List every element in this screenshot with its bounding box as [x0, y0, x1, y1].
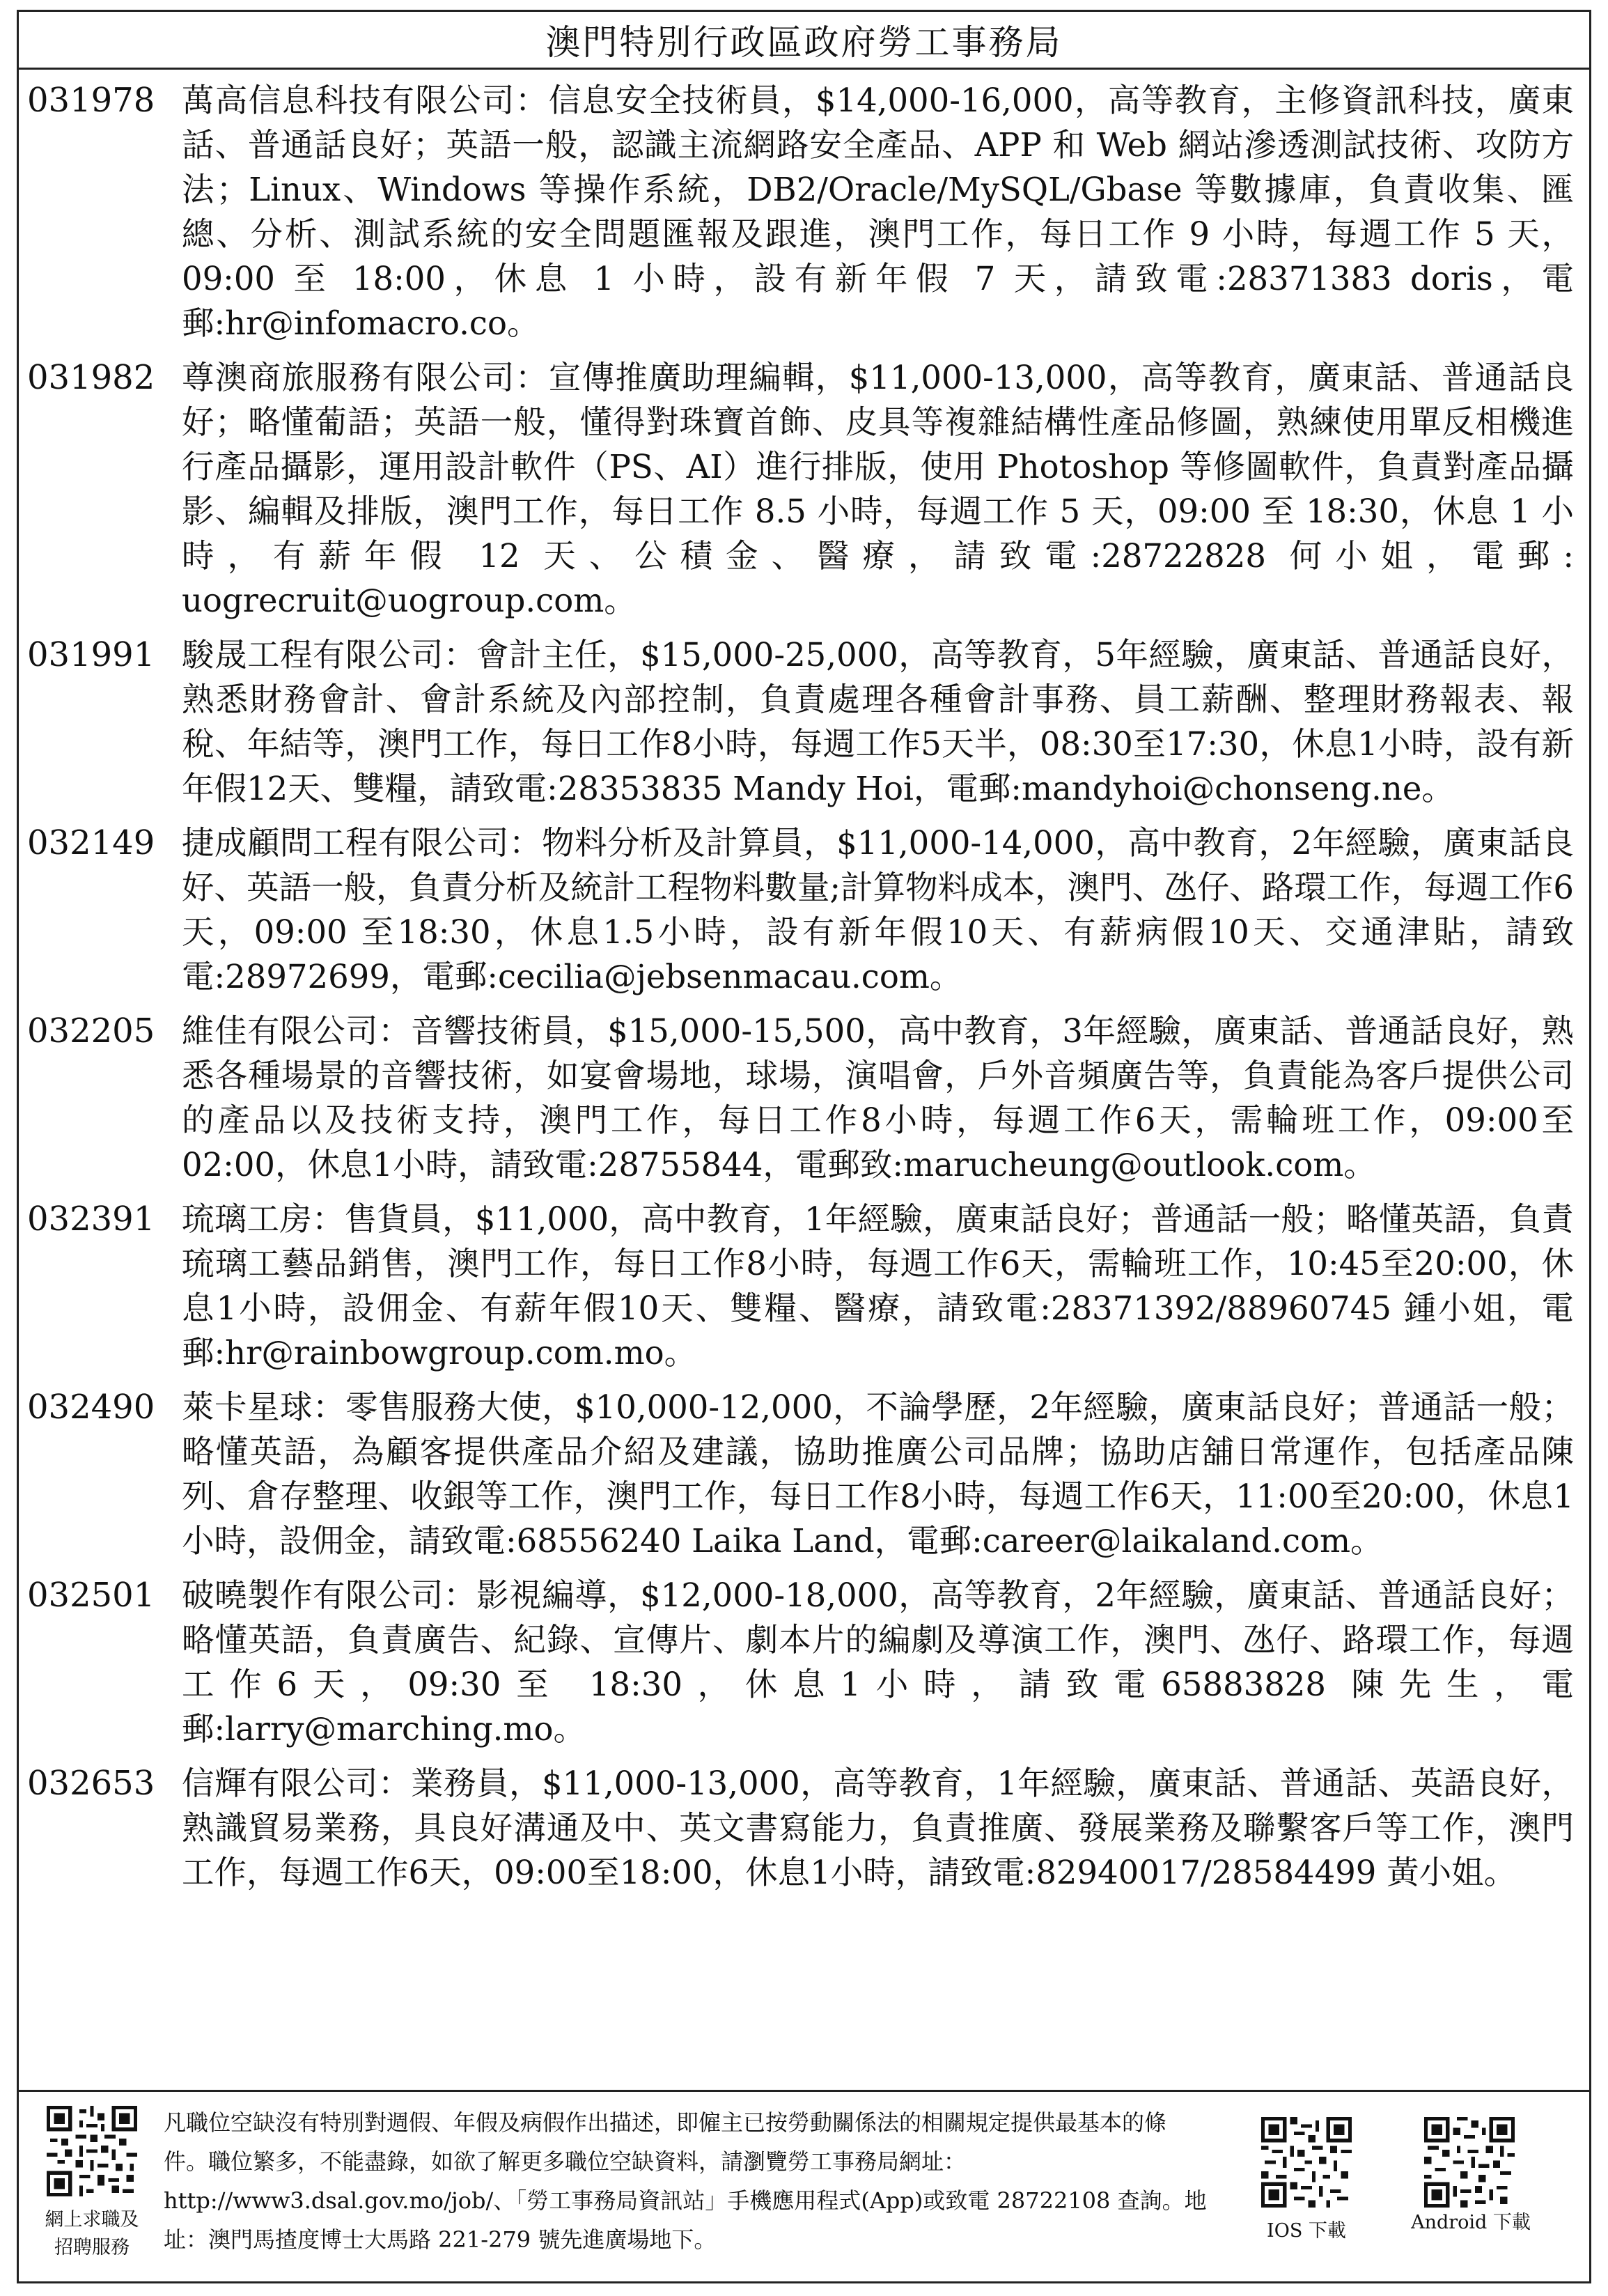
qr-code-icon	[1424, 2117, 1515, 2208]
job-description: 琉璃工房：售貨員，$11,000，高中教育，1年經驗，廣東話良好；普通話一般；略懂英語，負責琉璃工藝品銷售，澳門工作，每日工作8小時，每週工作6天，需輪班工作，10:45至20:00，休息1小時，設佣金、有薪年假10天、雙糧、醫療，請致電:28371392/88960745 鍾小姐，電郵:hr@rainbowgroup.com.mo。	[182, 1200, 1574, 1372]
ios-download-label[interactable]: IOS 下載	[1267, 2220, 1346, 2242]
job-listing	[27, 821, 1574, 999]
job-listing-sheet	[17, 10, 1591, 2283]
job-description: 捷成顧問工程有限公司：物料分析及計算員，$11,000-14,000，高中教育，2年經驗，廣東話良好、英語一般，負責分析及統計工程物料數量;計算物料成本，澳門、氹仔、路環工作，每週工作6天，09:00 至18:30，休息1.5小時，設有新年假10天、有薪病假10天、交通津貼，請致電:28972699，電郵:cecilia@jebsenmacau.com。	[182, 824, 1574, 995]
job-code: 032653	[27, 1764, 155, 1803]
qr-code-ios[interactable]	[1261, 2117, 1352, 2208]
job-listings	[19, 70, 1589, 1895]
job-listing	[27, 1573, 1574, 1751]
qr-code-icon	[1261, 2117, 1352, 2208]
job-description: 駿晟工程有限公司：會計主任，$15,000-25,000，高等教育，5年經驗，廣東話、普通話良好，熟悉財務會計、會計系統及內部控制，負責處理各種會計事務、員工薪酬、整理財務報表、報稅、年結等，澳門工作，每日工作8小時，每週工作5天半，08:30至17:30，休息1小時，設有新年假12天、雙糧，請致電:28353835 Mandy Hoi，電郵:mandyhoi@chonseng.ne。	[182, 636, 1574, 807]
job-code: 032149	[27, 823, 155, 862]
job-service-label	[34, 2206, 150, 2262]
qr-code-job-service[interactable]	[47, 2106, 137, 2196]
job-description: 萊卡星球：零售服務大使，$10,000-12,000，不論學歷，2年經驗，廣東話良好；普通話一般；略懂英語，為顧客提供產品介紹及建議，協助推廣公司品牌；協助店舖日常運作，包括產品陳列、倉存整理、收銀等工作，澳門工作，每日工作8小時，每週工作6天，11:00至20:00，休息1小時，設佣金，請致電:68556240 Laika Land，電郵:career@laikaland.com。	[182, 1388, 1574, 1560]
job-listing	[27, 1385, 1574, 1563]
job-listing	[27, 78, 1574, 346]
page-title: 澳門特別行政區政府勞工事務局	[19, 12, 1589, 70]
job-listing	[27, 355, 1574, 623]
job-code: 031991	[27, 635, 155, 674]
job-listing	[27, 633, 1574, 811]
job-code: 031982	[27, 358, 155, 397]
job-description: 維佳有限公司：音響技術員，$15,000-15,500，高中教育，3年經驗，廣東話、普通話良好，熟悉各種場景的音響技術，如宴會場地，球場，演唱會，戶外音頻廣告等，負責能為客戶提供公司的產品以及技術支持，澳門工作，每日工作8小時，每週工作6天，需輪班工作，09:00至02:00，休息1小時，請致電:28755844，電郵致:marucheung@outlook.com。	[182, 1012, 1574, 1184]
job-service-label-line2: 招聘服務	[54, 2237, 130, 2258]
footer	[19, 2090, 1589, 2281]
job-code: 031978	[27, 81, 155, 120]
job-description: 信輝有限公司：業務員，$11,000-13,000，高等教育，1年經驗，廣東話、普通話、英語良好，熟識貿易業務，具良好溝通及中、英文書寫能力，負責推廣、發展業務及聯繫客戶等工作，澳門工作，每週工作6天，09:00至18:00，休息1小時，請致電:82940017/28584499 黃小姐。	[182, 1764, 1574, 1891]
job-description: 萬高信息科技有限公司：信息安全技術員，$14,000-16,000，高等教育，主修資訊科技，廣東話、普通話良好；英語一般，認識主流網路安全產品、APP 和 Web 網站滲透測試技術、攻防方法；Linux、Windows 等操作系統，DB2/Oracle/MySQL/Gbase 等數據庫，負責收集、匯總、分析、測試系統的安全問題匯報及跟進，澳門工作，每日工作 9 小時，每週工作 5 天，09:00 至 18:00，休息 1 小時，設有新年假 7 天，請致電:28371383 doris，電郵:hr@infomacro.co。	[182, 82, 1574, 342]
qr-code-android[interactable]	[1424, 2117, 1515, 2208]
job-listing	[27, 1197, 1574, 1375]
job-service-label-line1: 網上求職及	[45, 2209, 139, 2231]
job-listing	[27, 1761, 1574, 1895]
qr-code-icon	[47, 2106, 137, 2196]
android-download-label[interactable]: Android 下載	[1411, 2212, 1531, 2233]
job-code: 032490	[27, 1388, 155, 1427]
job-description: 尊澳商旅服務有限公司：宣傳推廣助理編輯，$11,000-13,000，高等教育，廣東話、普通話良好；略懂葡語；英語一般，懂得對珠寶首飾、皮具等複雜結構性產品修圖，熟練使用單反相機進行產品攝影，運用設計軟件（PS、AI）進行排版，使用 Photoshop 等修圖軟件，負責對產品攝影、編輯及排版，澳門工作，每日工作 8.5 小時，每週工作 5 天，09:00 至 18:30，休息 1 小時，有薪年假 12 天、公積金、醫療，請致電:28722828 何小姐，電郵: uogrecruit@uogroup.com。	[182, 359, 1574, 619]
job-code: 032205	[27, 1011, 155, 1050]
job-code: 032391	[27, 1200, 155, 1239]
job-code: 032501	[27, 1576, 155, 1615]
job-description: 破曉製作有限公司：影視編導，$12,000-18,000，高等教育，2年經驗，廣東話、普通話良好；略懂英語，負責廣告、紀錄、宣傳片、劇本片的編劇及導演工作，澳門、氹仔、路環工作，每週工作6天，09:30至 18:30，休息1小時，請致電65883828 陳先生，電郵:larry@marching.mo。	[182, 1576, 1574, 1748]
footer-notice: 凡職位空缺沒有特別對週假、年假及病假作出描述，即僱主已按勞動關係法的相關規定提供最基本的條件。職位繁多，不能盡錄，如欲了解更多職位空缺資料，請瀏覽勞工事務局網址：http://www3.dsal.gov.mo/job/、「勞工事務局資訊站」手機應用程式(App)或致電 28722108 查詢。地址：澳門馬揸度博士大馬路 221-279 號先進廣場地下。	[164, 2109, 1207, 2253]
job-listing	[27, 1009, 1574, 1187]
